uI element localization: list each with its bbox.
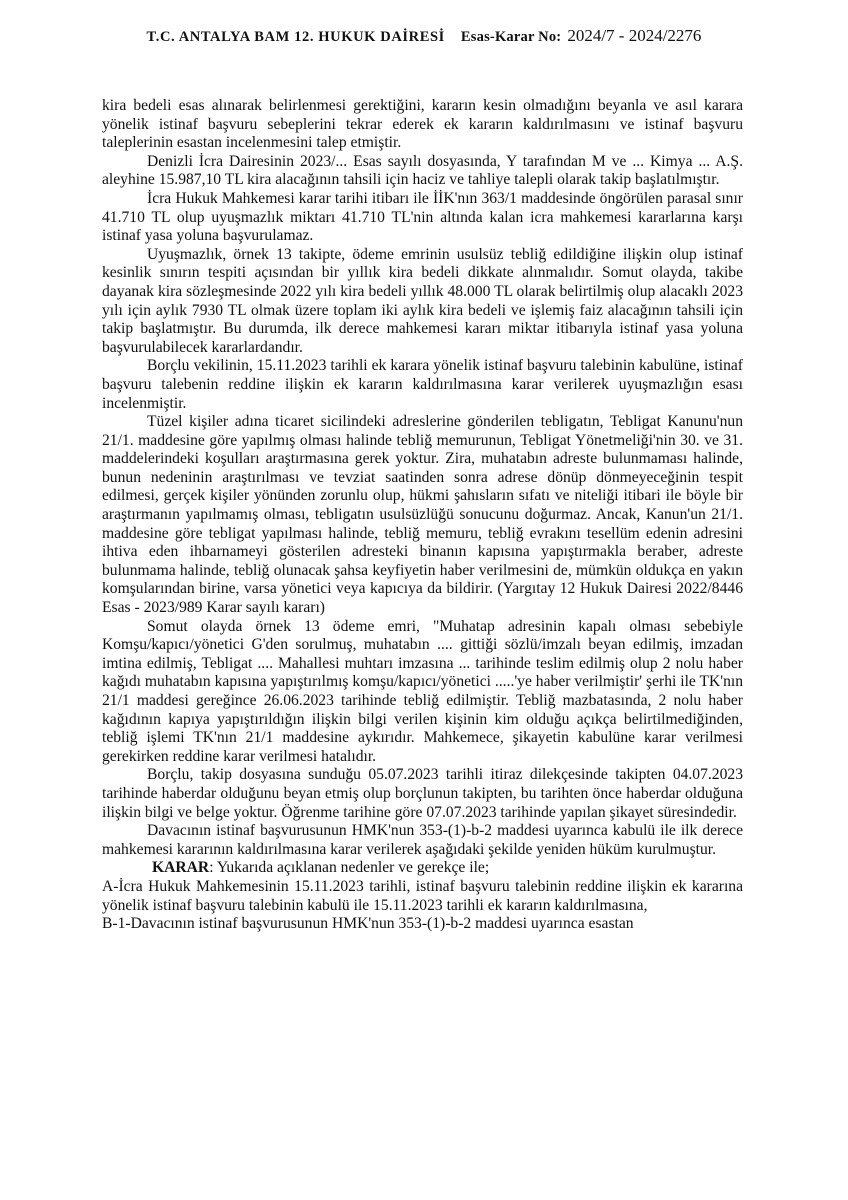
paragraph-dispute-finality: Uyuşmazlık, örnek 13 takipte, ödeme emrinin usulsüz tebliğ edildiğine ilişkin olup istinaf kesinlik sınırın tespiti açısından bir yıllık kira bedeli dikkate alınmalıdır. Somut olayda, takibe dayanak kira sözleşmesinde 2022 yılı kira bedeli yıllık 48.000 TL olarak belirtilmiş olup alacaklı 2023 yılı için aylık 7930 TL olmak üzere toplam iki aylık kira bedeli ve işlemiş faiz alacağının tahsili için takip başlatmıştır. Bu durumda, ilk derece mahkemesi kararı miktar itibarıyla istinaf yasa yoluna başvurulabilecek kararlardandır. — [102, 245, 743, 356]
paragraph-karar — [102, 859, 743, 878]
paragraph-judgment-b1: B-1-Davacının istinaf başvurusunun HMK'nun 353-(1)-b-2 maddesi uyarınca esastan — [102, 915, 634, 933]
paragraph-monetary-limit: İcra Hukuk Mahkemesi karar tarihi itibarı ile İİK'nın 363/1 maddesinde öngörülen parasal sınır 41.710 TL olup uyuşmazlık miktarı 41.710 TL'nin altında kalan icra mahkemesi kararlarına karşı istinaf yasa yoluna başvurulamaz. — [102, 189, 743, 245]
paragraph-concrete-case: Somut olayda örnek 13 ödeme emri, "Muhatap adresinin kapalı olması sebebiyle Komşu/kapıcı/yönetici G'den sorulmuş, muhatabın .... gittiği sözlü/imzalı beyan edilmiş, imzadan imtina edilmiş, Tebligat .... Mahallesi muhtarı imzasına ... tarihinde teslim edilmiş olup 2 nolu haber kağıdı muhatabın kapısına yapıştırılmış komşu/kapıcı/yönetici .....'ye haber verilmiştir' şerhi ile TK'nın 21/1 maddesi gereğince 26.06.2023 tarihinde tebliğ edilmiştir. Tebliğ mazbatasında, 2 nolu haber kağıdının kapıya yapıştırıldığın ilişkin bilgi verilen kişinin kim olduğu açıkça belirtilmediğinden, tebliğ işlemi TK'nın 21/1 maddesine aykırıdır. Mahkemece, şikayetin kabulüne karar verilmesi gerekirken reddine karar verilmesi hatalıdır. — [102, 617, 743, 765]
paragraph-judgment-a: A-İcra Hukuk Mahkemesinin 15.11.2023 tarihli, istinaf başvuru talebinin reddine ilişkin ek kararına yönelik istinaf başvuru talebinin kabulü ile 15.11.2023 tarihli ek kararın kaldırılmasına, — [102, 877, 743, 914]
karar-intro: : Yukarıda açıklanan nedenler ve gerekçe ile; — [209, 859, 490, 877]
paragraph-enforcement-file: Denizli İcra Dairesinin 2023/... Esas sayılı dosyasında, Y tarafından M ve ... Kimya ... A.Ş. aleyhine 15.987,10 TL kira alacağının tahsili için haciz ve tahliye talepli olarak takip başlatılmıştır. — [102, 152, 743, 189]
paragraph-debtor-objection: Borçlu, takip dosyasına sunduğu 05.07.2023 tarihli itiraz dilekçesinde takipten 04.07.2023 tarihinde haberdar olduğunu beyan etmiş olup borçlunun takipten, bu tarihten önce haberdar olduğuna ilişkin bilgi ve belge yoktur. Öğrenme tarihine göre 07.07.2023 tarihinde yapılan şikayet süresindedir. — [102, 766, 743, 821]
case-number: 2024/7 - 2024/2276 — [567, 26, 702, 45]
case-number-label: Esas-Karar No: — [460, 29, 562, 45]
paragraph-legal-entity-notification: Tüzel kişiler adına ticaret sicilindeki adreslerine gönderilen tebligatın, Tebligat Kanunu'nun 21/1. maddesine göre yapılmış olması halinde tebliğ memurunun, Tebligat Yönetmeliği'nin 30. ve 31. maddelerindeki koşulları araştırmasına gerek yoktur. Zira, muhatabın adreste bulunmaması halinde, bunun nedeninin araştırılması ve tevziat saatinden sonra adrese dönüp dönmeyeceğinin tespit edilmesi, gerçek kişiler yönünden zorunlu olup, hükmi şahısların sıfatı ve niteliği itibari ile böyle bir araştırmanın yapılmamış olması, tebligatın usulsüzlüğü sonucunu doğurmaz. Ancak, Kanun'un 21/1. maddesine göre tebligat yapılması halinde, tebliğ memuru, tebliğ evrakını tesellüm edenin adresini ihtiva eden ihbarnameyi gösterilen adresteki binanın kapısına yapıştırmakla beraber, adreste bulunmama halinde, tebliğ olunacak şahsa keyfiyetin haber verilmesini de, mümkün oldukça en yakın komşularından birine, varsa yönetici veya kapıcıya da bildirir. (Yargıtay 12 Hukuk Dairesi 2022/8446 Esas - 2023/989 Karar sayılı kararı) — [102, 413, 743, 617]
paragraph-appeal-accepted: Borçlu vekilinin, 15.11.2023 tarihli ek karara yönelik istinaf başvuru talebinin kabulüne, istinaf başvuru talebenin reddine ilişkin ek kararın kaldırılmasına karar verilerek uyuşmazlığın esası incelenmiştir. — [102, 357, 743, 412]
paragraph-appeal-acceptance: Davacının istinaf başvurusunun HMK'nun 353-(1)-b-2 maddesi uyarınca kabulü ile ilk derece mahkemesi kararının kaldırılmasına karar verilerek aşağıdaki şekilde yeniden hüküm kurulmuştur. — [102, 822, 743, 858]
document-header — [0, 26, 848, 46]
document-body — [102, 97, 743, 934]
paragraph-continuation: kira bedeli esas alınarak belirlenmesi gerektiğini, kararın kesin olmadığını beyanla ve asıl karara yönelik istinaf başvuru sebeplerini tekrar ederek ek kararın kaldırılmasını ve istinaf başvuru taleplerinin esastan incelenmesini talep etmiştir. — [102, 97, 743, 152]
karar-heading: KARAR — [152, 859, 210, 877]
court-name: T.C. ANTALYA BAM 12. HUKUK DAİRESİ — [146, 29, 445, 45]
